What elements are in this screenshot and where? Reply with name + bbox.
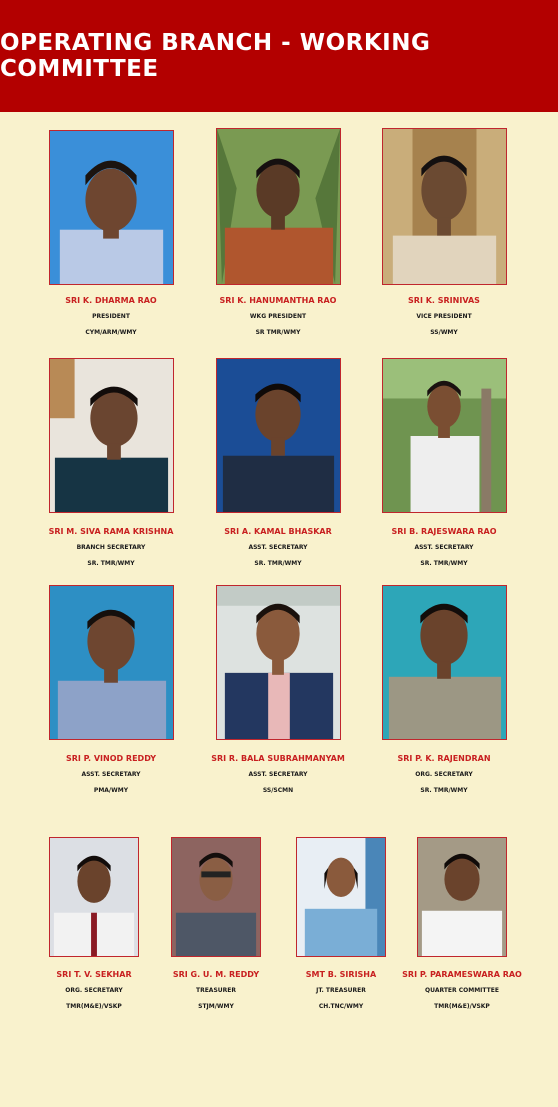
- member-name: SRI P. VINOD REDDY: [65, 754, 157, 763]
- member-role: PRESIDENT: [92, 313, 130, 320]
- member-photo: [382, 358, 507, 513]
- member-post: SR. TMR/WMY: [87, 560, 135, 567]
- member-role: BRANCH SECRETARY: [76, 544, 146, 551]
- member-caption: [188, 754, 368, 795]
- member-role: ASST. SECRETARY: [81, 771, 141, 778]
- member-caption: [354, 296, 534, 337]
- member-role: TREASURER: [196, 987, 236, 994]
- member-post: SR. TMR/WMY: [254, 560, 302, 567]
- member-name: SRI K. SRINIVAS: [408, 296, 480, 305]
- member-name: SRI K. DHARMA RAO: [65, 296, 157, 305]
- member-caption: [21, 754, 201, 795]
- member-caption: [188, 527, 368, 568]
- member-post: SR. TMR/WMY: [420, 787, 468, 794]
- member-caption: [354, 754, 534, 795]
- member-post: STJM/WMY: [198, 1003, 234, 1010]
- member-name: SRI K. HANUMANTHA RAO: [219, 296, 337, 305]
- member-role: ORG. SECRETARY: [415, 771, 473, 778]
- member-photo: [382, 585, 507, 740]
- member-caption: [21, 527, 201, 568]
- member-role: ORG. SECRETARY: [65, 987, 123, 994]
- member-caption: [372, 970, 552, 1011]
- member-name: SMT B. SIRISHA: [305, 970, 377, 979]
- member-name: SRI R. BALA SUBRAHMANYAM: [211, 754, 345, 763]
- page-title: OPERATING BRANCH - WORKING COMMITTEE: [0, 30, 431, 82]
- member-post: SR. TMR/WMY: [420, 560, 468, 567]
- member-name: SRI M. SIVA RAMA KRISHNA: [48, 527, 174, 536]
- member-post: CYM/ARM/WMY: [85, 329, 137, 336]
- member-caption: [21, 296, 201, 337]
- member-name: SRI G. U. M. REDDY: [172, 970, 260, 979]
- member-photo: [417, 837, 507, 957]
- member-photo: [171, 837, 261, 957]
- member-role: VICE PRESIDENT: [416, 313, 472, 320]
- member-name: SRI T. V. SEKHAR: [56, 970, 132, 979]
- member-name: SRI B. RAJESWARA RAO: [391, 527, 497, 536]
- member-photo: [49, 837, 139, 957]
- member-post: SR TMR/WMY: [255, 329, 301, 336]
- member-post: TMR(M&E)/VSKP: [66, 1003, 122, 1010]
- member-photo: [296, 837, 386, 957]
- member-photo: [49, 358, 174, 513]
- member-post: CH.TNC/WMY: [318, 1003, 364, 1010]
- member-caption: [354, 527, 534, 568]
- member-caption: [188, 296, 368, 337]
- member-name: SRI P. K. RAJENDRAN: [397, 754, 491, 763]
- member-photo: [49, 585, 174, 740]
- member-photo: [49, 130, 174, 285]
- member-photo: [216, 585, 341, 740]
- member-role: ASST. SECRETARY: [414, 544, 474, 551]
- page-header: [0, 0, 558, 112]
- member-role: ASST. SECRETARY: [248, 544, 308, 551]
- member-post: PMA/WMY: [93, 787, 129, 794]
- member-photo: [216, 358, 341, 513]
- member-role: JT. TREASURER: [316, 987, 366, 994]
- member-role: WKG PRESIDENT: [249, 313, 307, 320]
- member-post: TMR(M&E)/VSKP: [434, 1003, 490, 1010]
- member-post: SS/WMY: [430, 329, 458, 336]
- member-photo: [216, 128, 341, 285]
- member-role: ASST. SECRETARY: [248, 771, 308, 778]
- member-role: QUARTER COMMITTEE: [425, 987, 499, 994]
- member-photo: [382, 128, 507, 285]
- member-post: SS/SCMN: [262, 787, 294, 794]
- member-name: SRI A. KAMAL BHASKAR: [224, 527, 332, 536]
- member-name: SRI P. PARAMESWARA RAO: [402, 970, 522, 979]
